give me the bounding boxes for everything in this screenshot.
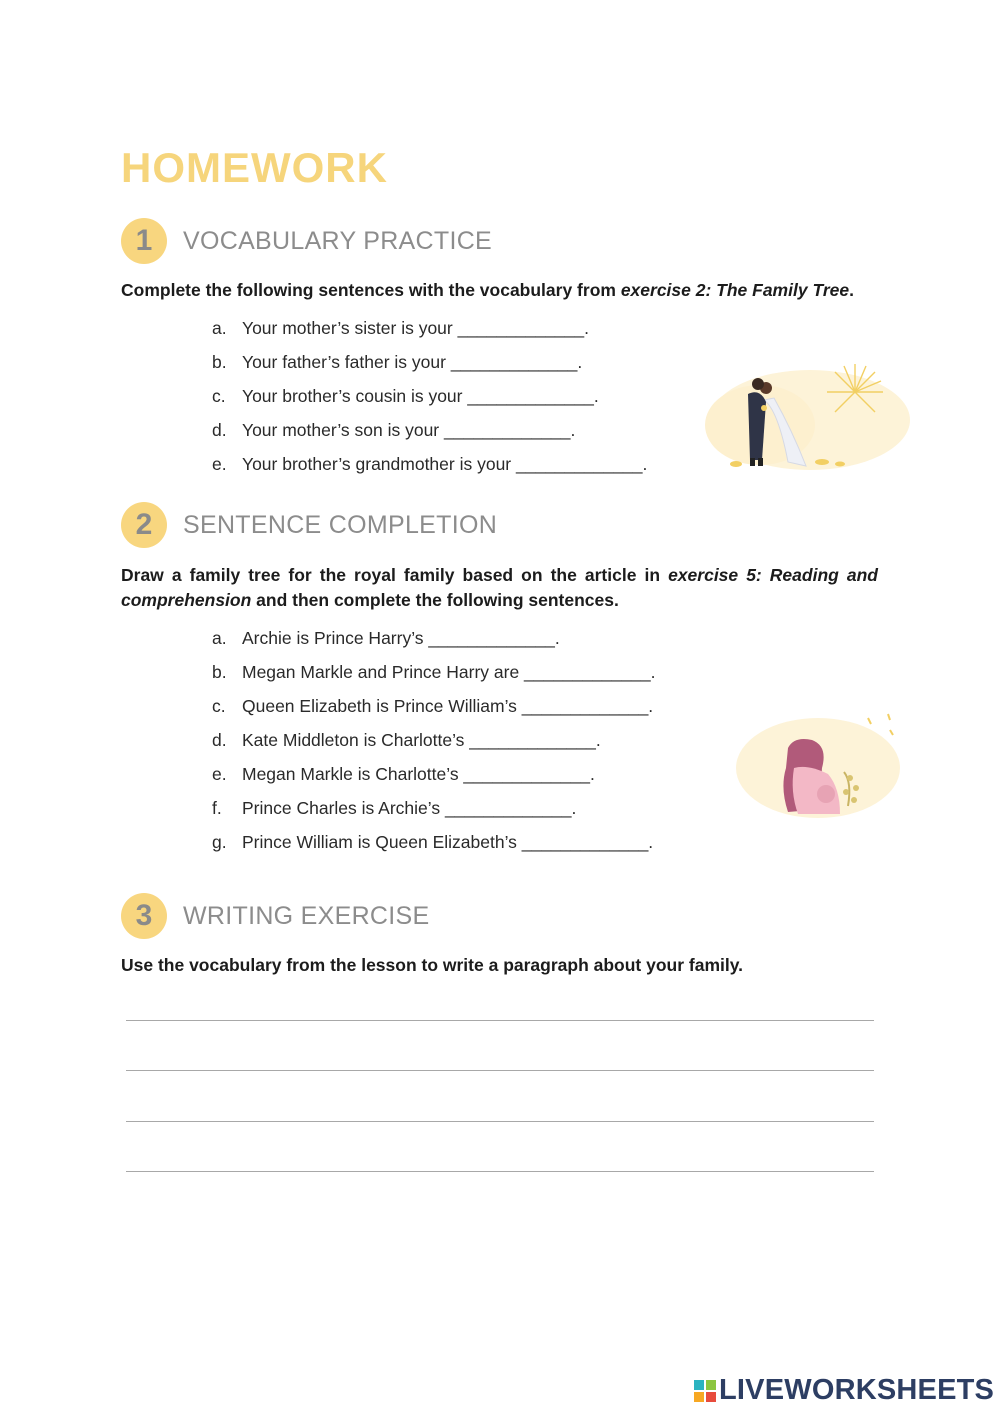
list-item[interactable]: f. Prince Charles is Archie’s _____________. [212,797,577,818]
list-item[interactable]: c. Queen Elizabeth is Prince William’s _____________. [212,695,654,716]
section-1-list [212,311,647,481]
list-item[interactable]: d. Your mother’s son is your _____________. [212,419,576,440]
section-3-instruction: Use the vocabulary from the lesson to write a paragraph about your family. [121,955,744,975]
section-1-title: VOCABULARY PRACTICE [183,226,493,255]
writing-line[interactable] [126,1070,874,1071]
section-3-number: 3 [121,893,167,939]
list-item[interactable]: d. Kate Middleton is Charlotte’s _____________. [212,729,601,750]
mother-child-illustration [728,708,903,823]
writing-line[interactable] [126,1121,874,1122]
liveworksheets-logo-icon [693,1379,717,1403]
writing-line[interactable] [126,1171,874,1172]
list-item[interactable]: e. Your brother’s grandmother is your _____________. [212,453,648,474]
list-item[interactable]: c. Your brother’s cousin is your _____________. [212,385,599,406]
logo-text: LIVEWORKSHEETS [719,1374,995,1406]
section-2-header [121,501,497,549]
list-item[interactable]: a. Archie is Prince Harry’s _____________. [212,627,560,648]
list-item[interactable]: g. Prince William is Queen Elizabeth’s _____________. [212,831,654,852]
writing-line[interactable] [126,1020,874,1021]
section-1-instruction: Complete the following sentences with the vocabulary from exercise 2: The Family Tree. [121,280,854,300]
list-item[interactable]: e. Megan Markle is Charlotte’s _____________. [212,763,595,784]
section-1-number: 1 [121,218,167,264]
section-2-number: 2 [121,502,167,548]
section-3-header [121,892,430,940]
section-3-title: WRITING EXERCISE [183,901,430,930]
page-title: HOMEWORK [121,144,388,191]
list-item[interactable]: b. Your father’s father is your _____________. [212,351,583,372]
section-2-list [212,621,655,859]
section-2-title: SENTENCE COMPLETION [183,510,498,539]
liveworksheets-logo [693,1374,994,1407]
list-item[interactable]: a. Your mother’s sister is your _____________. [212,317,589,338]
section-1-header [121,217,492,265]
section-2-instruction: Draw a family tree for the royal family based on the article in exercise 5: Reading and comprehension and then complete the following sentences. [121,565,878,610]
list-item[interactable]: b. Megan Markle and Prince Harry are _____________. [212,661,656,682]
wedding-illustration [700,350,910,475]
